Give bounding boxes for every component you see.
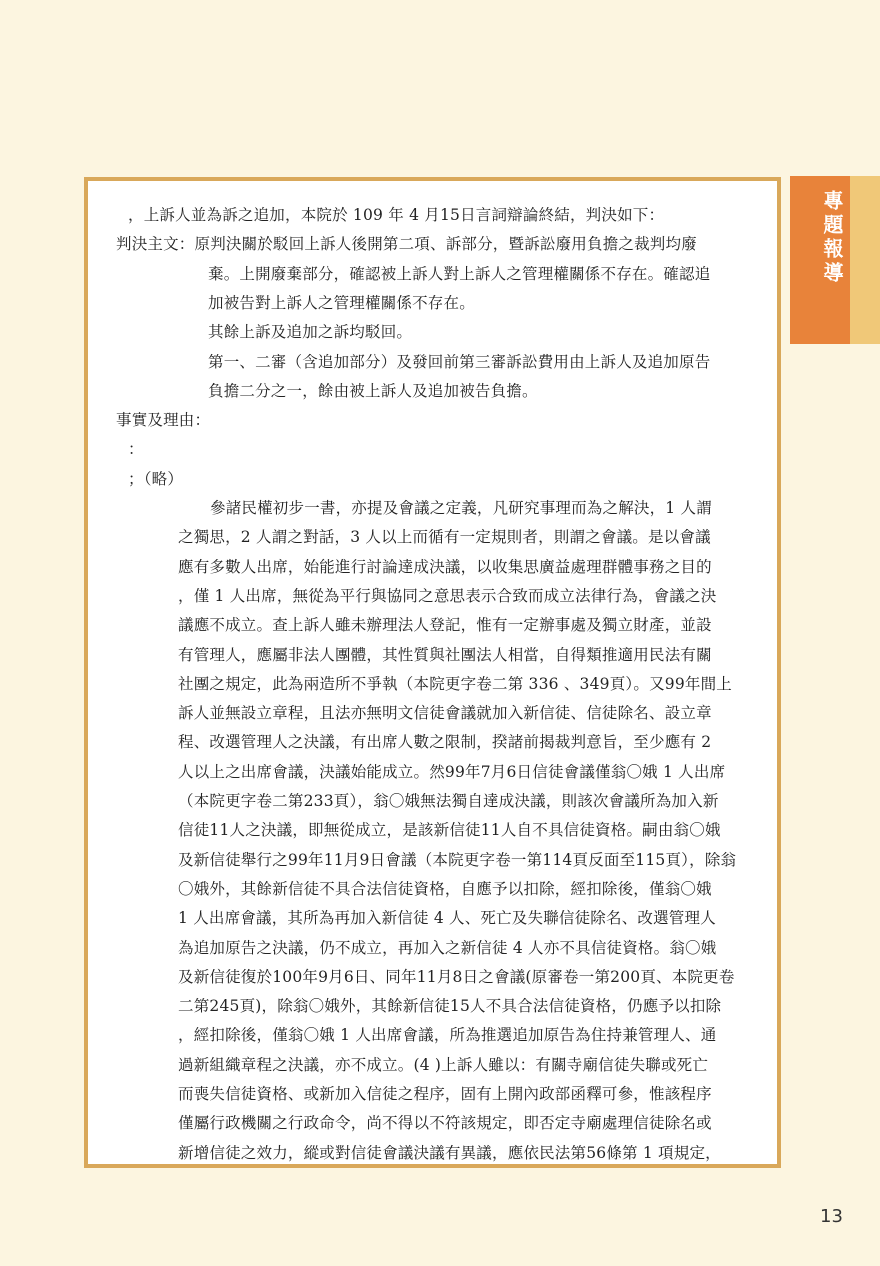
text-line: ，上訴人並為訴之追加，本院於 109 年 4 月15日言詞辯論終結，判決如下： bbox=[128, 206, 665, 224]
text-line: 二第245頁)，除翁〇娥外，其餘新信徒15人不具合法信徒資格，仍應予以扣除 bbox=[178, 997, 722, 1016]
text-line: 而喪失信徒資格、或新加入信徒之程序，固有上開內政部函釋可參，惟該程序 bbox=[178, 1085, 712, 1103]
text-line: 棄。上開廢棄部分，確認被上訴人對上訴人之管理權關係不存在。確認追 bbox=[208, 264, 711, 283]
text-line: 參諸民權初步一書，亦提及會議之定義，凡研究事理而為之解決，1 人謂 bbox=[210, 499, 712, 517]
facts-heading: 事實及理由： bbox=[116, 411, 211, 430]
text-line: 程、改選管理人之決議，有出席人數之限制，揆諸前揭裁判意旨，至少應有 2 bbox=[178, 733, 712, 752]
judgment-heading-line: 判決主文：原判決關於駁回上訴人後開第二項、訴部分，暨訴訟廢用負擔之裁判均廢 bbox=[116, 235, 697, 254]
text-line: 1 人出席會議，其所為再加入新信徒 4 人、死亡及失聯信徒除名、改選管理人 bbox=[178, 909, 716, 928]
text-line: ： bbox=[128, 440, 144, 459]
text-line: 及新信徒復於100年9月6日、同年11月8日之會議(原審卷一第200頁、本院更卷 bbox=[178, 967, 735, 986]
text-line: 第一、二審（含追加部分）及發回前第三審訴訟費用由上訴人及追加原告 bbox=[208, 352, 711, 371]
text-line: （本院更字卷二第233頁），翁〇娥無法獨自達成決議，則該次會議所為加入新 bbox=[178, 792, 719, 810]
section-tab-label: 專題報導 bbox=[820, 190, 844, 286]
text-line: ；（略） bbox=[128, 469, 184, 488]
text-line: 人以上之出席會議，決議始能成立。然99年7月6日信徒會議僅翁〇娥 1 人出席 bbox=[178, 762, 726, 781]
text-line: 訴人並無設立章程，且法亦無明文信徒會議就加入新信徒、信徒除名、設立章 bbox=[178, 704, 712, 723]
text-line: 加被告對上訴人之管理權關係不存在。 bbox=[208, 293, 475, 312]
text-line: 僅屬行政機關之行政命令，尚不得以不符該規定，即否定寺廟處理信徒除名或 bbox=[178, 1114, 712, 1133]
text-line: 及新信徒舉行之99年11月9日會議（本院更字卷一第114頁反面至115頁），除翁 bbox=[178, 850, 737, 869]
text-line: 為追加原告之決議，仍不成立，再加入之新信徒 4 人亦不具信徒資格。翁〇娥 bbox=[178, 938, 717, 957]
text-line: 應有多數人出席，始能進行討論達成決議，以收集思廣益處理群體事務之目的 bbox=[178, 557, 712, 576]
text-line: 社團之規定，此為兩造所不爭執（本院更字卷二第 336 、349頁）。又99年間上 bbox=[178, 674, 732, 693]
text-line: 信徒11人之決議，即無從成立，是該新信徒11人自不具信徒資格。嗣由翁〇娥 bbox=[178, 821, 721, 840]
text-line: 之獨思，2 人謂之對話，3 人以上而循有一定規則者，則謂之會議。是以會議 bbox=[178, 528, 711, 547]
text-line: 新增信徒之效力，縱或對信徒會議決議有異議，應依民法第56條第 1 項規定， bbox=[178, 1143, 721, 1162]
text-line: 有管理人，應屬非法人團體，其性質與社團法人相當，自得類推適用民法有關 bbox=[178, 645, 712, 664]
document-body bbox=[88, 181, 777, 1164]
text-line: 〇娥外，其餘新信徒不具合法信徒資格，自應予以扣除，經扣除後，僅翁〇娥 bbox=[178, 879, 712, 898]
text-line: 議應不成立。查上訴人雖未辦理法人登記，惟有一定辦事處及獨立財產，並設 bbox=[178, 616, 712, 635]
text-line: 負擔二分之一，餘由被上訴人及追加被告負擔。 bbox=[208, 381, 538, 400]
text-line: ，經扣除後，僅翁〇娥 1 人出席會議，所為推選追加原告為住持兼管理人、通 bbox=[178, 1026, 717, 1045]
section-tab-edge bbox=[848, 176, 880, 344]
text-line: 過新組織章程之決議，亦不成立。(4 )上訴人雖以：有關寺廟信徒失聯或死亡 bbox=[178, 1055, 709, 1074]
text-line: 其餘上訴及追加之訴均駁回。 bbox=[208, 323, 413, 342]
document-frame bbox=[84, 177, 781, 1168]
text-line: ，僅 1 人出席，無從為平行與協同之意思表示合致而成立法律行為，會議之決 bbox=[178, 586, 717, 605]
page-number: 13 bbox=[820, 1206, 843, 1227]
